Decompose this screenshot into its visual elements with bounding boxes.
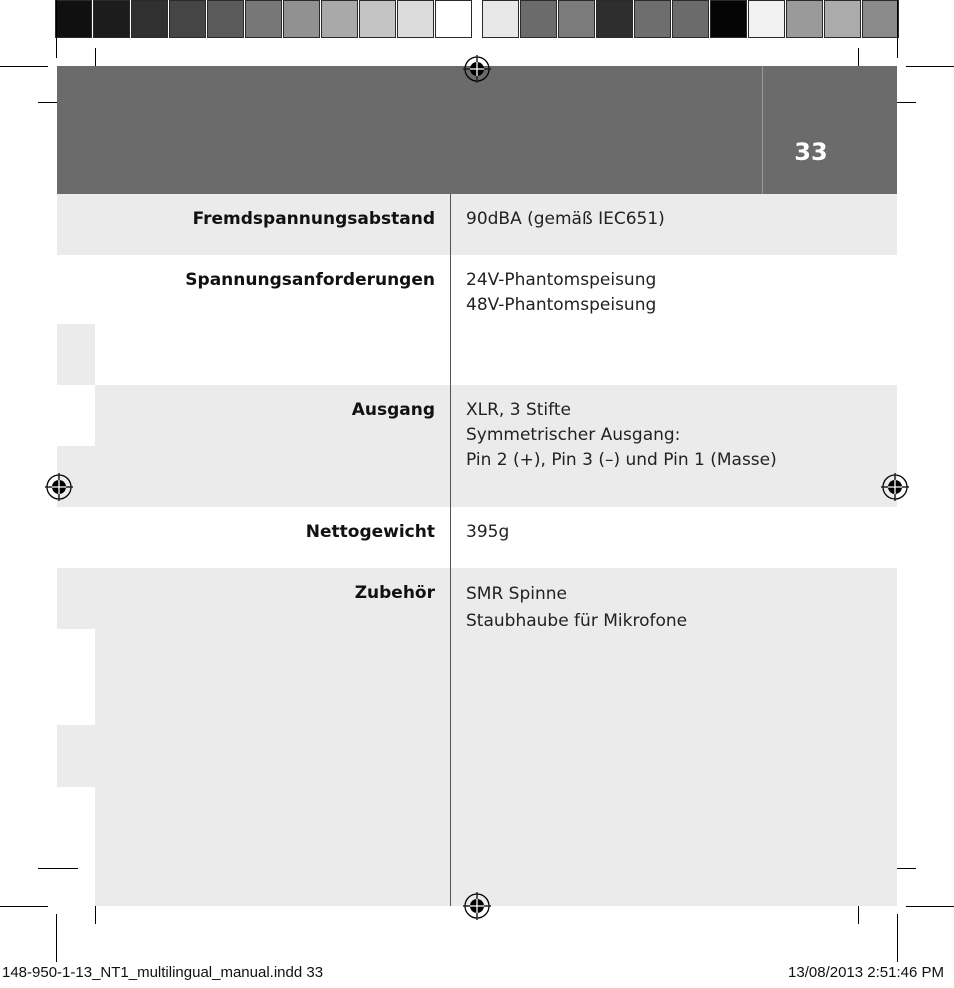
table-band — [95, 629, 897, 725]
color-swatch — [435, 0, 472, 38]
color-swatch — [207, 0, 244, 38]
spec-label: Nettogewicht — [305, 522, 435, 542]
color-swatch — [397, 0, 434, 38]
registration-mark-icon — [462, 891, 492, 921]
color-swatch — [169, 0, 206, 38]
crop-mark — [56, 914, 57, 962]
spec-value: 395g — [466, 522, 510, 542]
spec-value: Symmetrischer Ausgang: — [466, 425, 681, 445]
table-band — [57, 725, 897, 787]
spec-label: Fremdspannungsabstand — [192, 209, 435, 229]
spec-table — [57, 194, 897, 906]
color-swatch — [748, 0, 785, 38]
crop-mark — [906, 906, 954, 907]
color-swatch — [321, 0, 358, 38]
crop-mark — [906, 66, 954, 67]
color-swatch — [558, 0, 595, 38]
spec-values — [466, 520, 509, 545]
crop-mark — [897, 0, 898, 58]
color-swatch — [55, 0, 92, 38]
crop-mark — [897, 914, 898, 962]
spec-label: Zubehör — [354, 583, 435, 603]
color-calibration-bar-left — [55, 0, 473, 40]
header-divider — [762, 66, 763, 194]
registration-mark-icon — [44, 472, 74, 502]
color-swatch — [359, 0, 396, 38]
registration-mark-icon — [462, 54, 492, 84]
spec-value: XLR, 3 Stifte — [466, 400, 571, 420]
crop-mark — [56, 0, 57, 58]
spec-values — [466, 268, 656, 318]
color-swatch — [862, 0, 899, 38]
column-divider — [450, 194, 451, 906]
spec-value: Staubhaube für Mikrofone — [466, 611, 688, 631]
color-swatch — [672, 0, 709, 38]
color-calibration-bar-right — [482, 0, 900, 40]
color-swatch — [520, 0, 557, 38]
spec-value: SMR Spinne — [466, 584, 567, 604]
color-swatch — [710, 0, 747, 38]
table-band — [95, 787, 897, 906]
color-swatch — [786, 0, 823, 38]
spec-label: Ausgang — [351, 400, 435, 420]
header-band — [57, 66, 897, 194]
crop-mark — [0, 906, 48, 907]
spec-values — [466, 207, 665, 232]
color-swatch — [93, 0, 130, 38]
footer-filename: 148-950-1-13_NT1_multilingual_manual.indd 33 — [2, 964, 324, 981]
color-swatch — [634, 0, 671, 38]
color-swatch — [245, 0, 282, 38]
crop-mark — [0, 66, 48, 67]
spec-value: 24V-Phantomspeisung — [466, 270, 657, 290]
spec-value: 48V-Phantomspeisung — [466, 295, 657, 315]
footer-timestamp: 13/08/2013 2:51:46 PM — [788, 964, 944, 981]
color-swatch — [283, 0, 320, 38]
spec-value: Pin 2 (+), Pin 3 (–) und Pin 1 (Masse) — [466, 450, 777, 470]
registration-mark-icon — [880, 472, 910, 502]
color-swatch — [131, 0, 168, 38]
spec-values — [466, 581, 687, 635]
spec-values — [466, 398, 777, 473]
color-swatch — [596, 0, 633, 38]
page-number: 33 — [794, 138, 828, 166]
spec-value: 90dBA (gemäß IEC651) — [466, 209, 665, 229]
color-swatch — [482, 0, 519, 38]
spec-label: Spannungsanforderungen — [185, 270, 435, 290]
color-swatch — [824, 0, 861, 38]
table-band — [57, 324, 95, 385]
